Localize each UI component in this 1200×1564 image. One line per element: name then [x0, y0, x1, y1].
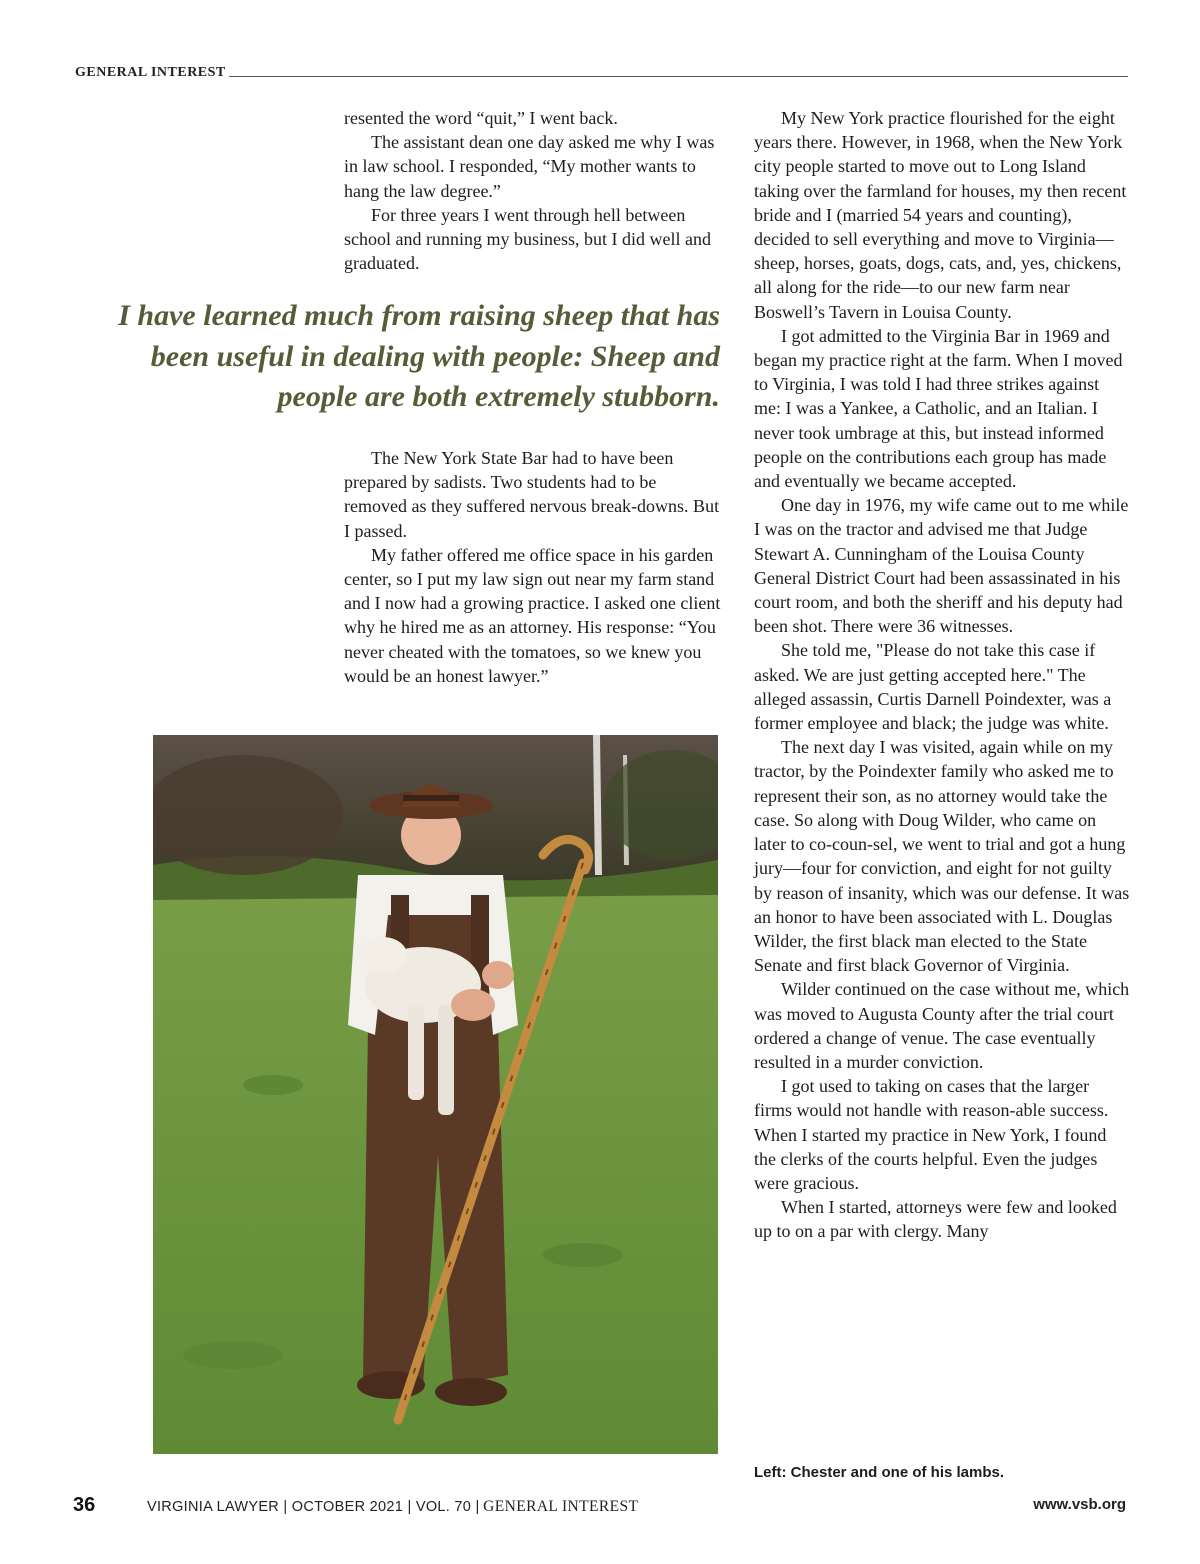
page-number: 36 — [73, 1494, 96, 1516]
right-column — [754, 106, 1130, 1244]
paragraph: I got used to taking on cases that the larger firms would not handle with reason-able success. When I started my practice in New York, I found the clerks of the courts helpful. Even the judges were gracious. — [754, 1076, 1109, 1193]
footer-section: GENERAL INTEREST — [483, 1498, 639, 1515]
page-footer — [0, 1494, 1200, 1524]
photo-caption: Left: Chester and one of his lambs. — [754, 1464, 1005, 1481]
publication-line — [147, 1498, 638, 1516]
section-header — [75, 60, 1128, 80]
paragraph: One day in 1976, my wife came out to me while I was on the tractor and advised me that Judge Stewart A. Cunningham of the Louisa County General District Court had been assassinated in his court room, and both the sheriff and his deputy had been shot. There were 36 witnesses. — [754, 495, 1129, 637]
paragraph: resented the word “quit,” I went back. — [344, 108, 618, 128]
pull-quote: I have learned much from raising sheep that has been useful in dealing with people: Sheep and people are both extremely stubborn. — [118, 299, 720, 413]
paragraph: The assistant dean one day asked me why I was in law school. I responded, “My mother wants to hang the law degree.” — [344, 132, 715, 201]
left-column-bottom — [344, 446, 722, 688]
paragraph: I got admitted to the Virginia Bar in 1969 and began my practice right at the farm. When I moved to Virginia, I was told I had three strikes against me: I was a Yankee, a Catholic, and an Italian. I never took umbrage at this, but instead informed people on the contributions each group has made and eventually we became accepted. — [754, 325, 1123, 492]
publication-info: VIRGINIA LAWYER | OCTOBER 2021 | VOL. 70 | — [147, 1499, 480, 1515]
section-rule — [229, 76, 1128, 77]
paragraph: The next day I was visited, again while on my tractor, by the Poindexter family who asked me to represent their son, as no attorney would take the case. So along with Doug Wilder, who came on later to co-coun-sel, we went to trial and got a hung jury—four for conviction, and eight for not guilty by reason of insanity, which was our defense. It was an honor to have been associated with L. Douglas Wilder, the first black man elected to the State Senate and first black Governor of Virginia. — [754, 737, 1130, 976]
section-label: GENERAL INTEREST — [75, 65, 226, 80]
paragraph: Wilder continued on the case without me, which was moved to Augusta County after the trial court ordered a change of venue. The case eventually resulted in a murder conviction. — [754, 979, 1130, 1072]
paragraph: The New York State Bar had to have been prepared by sadists. Two students had to be removed as they suffered nervous break-downs. But I passed. — [344, 448, 720, 541]
website-link[interactable]: www.vsb.org — [1033, 1496, 1126, 1513]
paragraph: When I started, attorneys were few and looked up to on a par with clergy. Many — [754, 1197, 1117, 1242]
paragraph: For three years I went through hell between school and running my business, but I did well and graduated. — [344, 204, 711, 274]
man-with-lamb-photo — [153, 735, 718, 1454]
left-column-top — [344, 106, 722, 275]
paragraph: She told me, "Please do not take this case if asked. We are just getting accepted here." The alleged assassin, Curtis Darnell Poindexter, was a former employee and black; the judge was white. — [754, 640, 1112, 734]
paragraph: My father offered me office space in his garden center, so I put my law sign out near my farm stand and I now had a growing practice. I asked one client why he hired me as an attorney. His response: “You never cheated with the tomatoes, so we knew you would be an honest lawyer.” — [344, 544, 721, 686]
paragraph: My New York practice flourished for the eight years there. However, in 1968, when the New York city people started to move out to Long Island taking over the farmland for houses, my then recent bride and I (married 54 years and counting), decided to sell everything and move to Virginia—sheep, horses, goats, dogs, cats, and, yes, chickens, all along for the ride—to our new farm near Boswell’s Tavern in Louisa County. — [754, 108, 1127, 322]
